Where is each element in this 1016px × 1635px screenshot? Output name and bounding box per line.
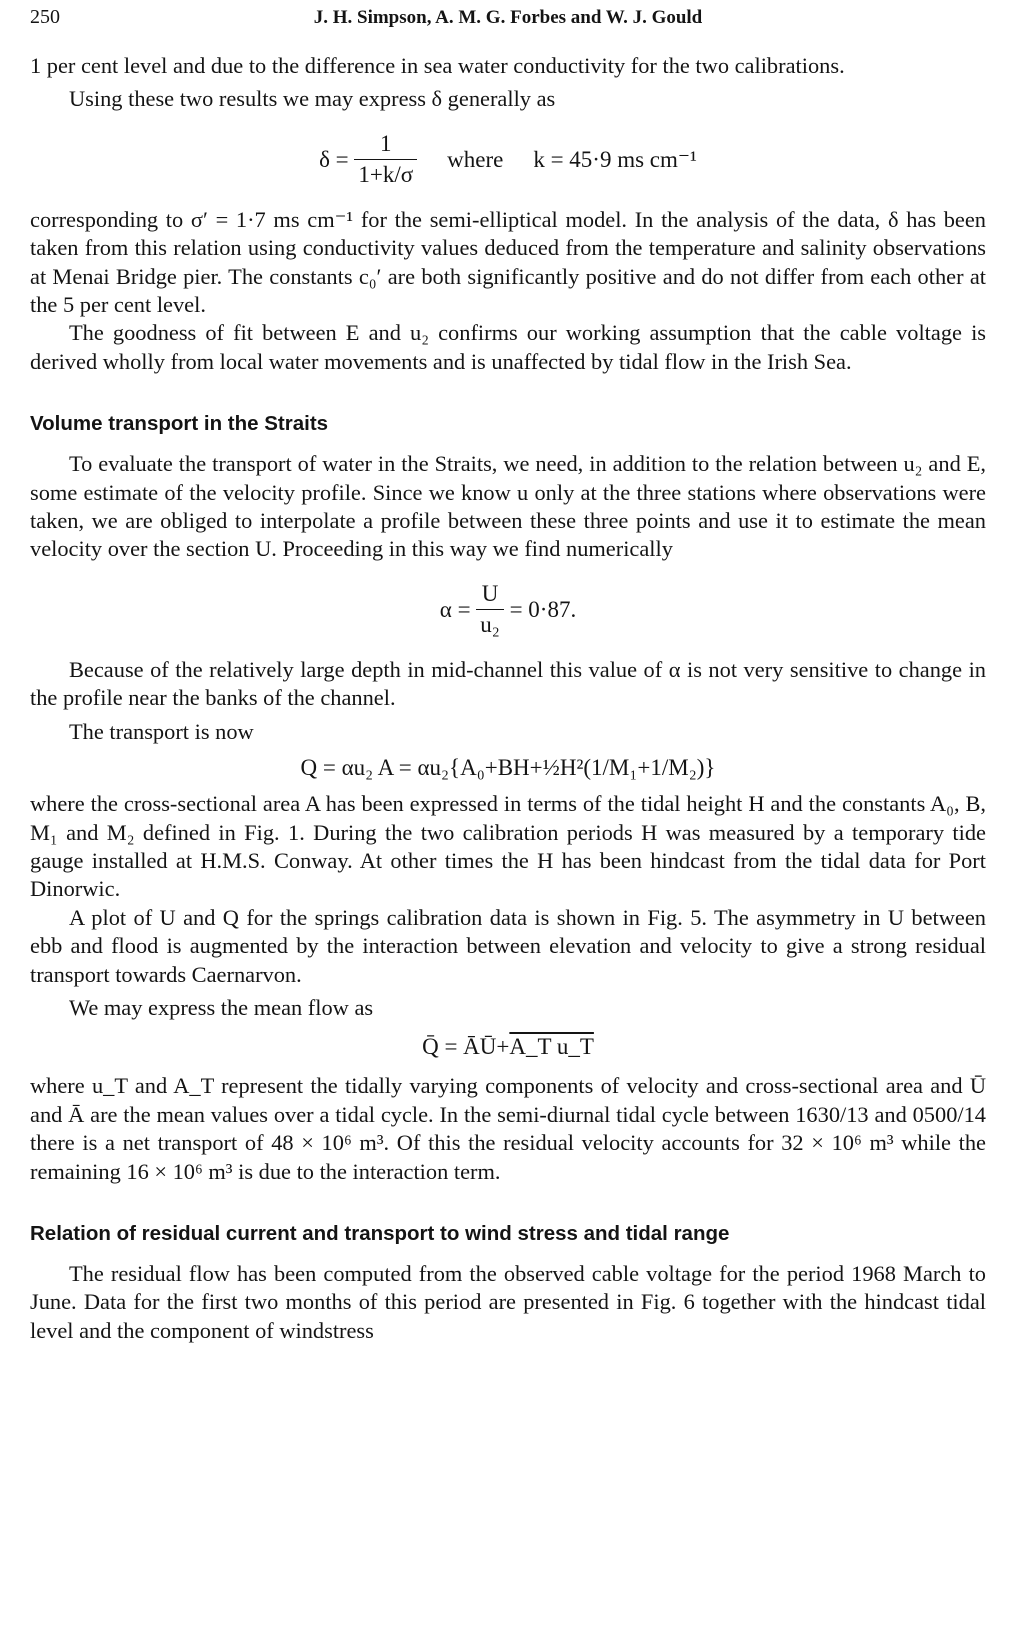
equation-lhs: Q̄ = ĀŪ+	[422, 1034, 510, 1060]
fraction-numerator: 1	[354, 131, 417, 160]
paragraph: We may express the mean flow as	[69, 994, 374, 1020]
page-number: 250	[30, 6, 60, 28]
equation-alpha	[30, 564, 986, 656]
fraction	[354, 131, 417, 188]
equation-transport: Q = αu₂ A = αu₂{A₀+BH+½H²(1/M₁+1/M₂)}	[300, 755, 716, 781]
fraction-denominator: u₂	[480, 612, 500, 638]
equation-delta	[30, 114, 986, 206]
paragraph: 1 per cent level and due to the difference in sea water conductivity for the two calibrations.	[30, 53, 845, 78]
paragraph: The residual flow has been computed from the observed cable voltage for the period 1968 March to June. Data for the first two months of this period are presented in Fig. 6 together with the hindcast tidal level and the component of windstress	[30, 1260, 986, 1343]
paragraph: To evaluate the transport of water in the Straits, we need, in addition to the relation between u₂ and E, some estimate of the velocity profile. Since we know u only at the three stations where observations were taken, we are obliged to interpolate a profile between these three points and use it to estimate the mean velocity over the section U. Proceeding in this way we find numerically	[30, 451, 986, 562]
equation-lhs: δ =	[319, 146, 349, 172]
equation-mean-flow	[30, 1022, 986, 1072]
fraction	[476, 581, 504, 638]
equation-k-value: k = 45·9 ms cm⁻¹	[533, 146, 697, 172]
paragraph: where u_T and A_T represent the tidally varying components of velocity and cross-sectional area and Ū and Ā are the mean values over a tidal cycle. In the semi-diurnal tidal cycle between 1630/13 and 0500/14 there is a net transport of 48 × 10⁶ m³. Of this the residual velocity accounts for 32 × 10⁶ m³ while the remaining 16 × 10⁶ m³ is due to the interaction term.	[30, 1073, 986, 1184]
equation-rhs: = 0·87.	[509, 596, 577, 622]
fraction-denominator: 1+k/σ	[358, 162, 414, 188]
fraction-numerator: U	[476, 581, 504, 610]
paragraph: A plot of U and Q for the springs calibration data is shown in Fig. 5. The asymmetry in U between ebb and flood is augmented by the interaction between elevation and velocity to give a strong residual transport towards Caernarvon.	[30, 904, 986, 987]
section-heading: Relation of residual current and transport to wind stress and tidal range	[30, 1221, 730, 1245]
section-heading: Volume transport in the Straits	[30, 412, 329, 436]
paragraph: The goodness of fit between E and u₂ confirms our working assumption that the cable voltage is derived wholly from local water movements and is unaffected by tidal flow in the Irish Sea.	[30, 320, 986, 374]
article-body	[30, 52, 986, 1345]
paragraph: Because of the relatively large depth in mid-channel this value of α is not very sensitive to change in the profile near the banks of the channel.	[30, 656, 986, 711]
paragraph: corresponding to σ′ = 1·7 ms cm⁻¹ for the semi-elliptical model. In the analysis of the data, δ has been taken from this relation using conductivity values deduced from the temperature and salinity observations at Menai Bridge pier. The constants c₀′ are both significantly positive and do not differ from each other at the 5 per cent level.	[30, 206, 986, 318]
equation-where: where	[447, 146, 504, 172]
paragraph: The transport is now	[69, 718, 254, 744]
running-head-authors: J. H. Simpson, A. M. G. Forbes and W. J. Gould	[313, 7, 703, 28]
paragraph: Using these two results we may express δ generally as	[69, 86, 556, 112]
equation-lhs: α =	[439, 596, 471, 622]
paragraph: where the cross-sectional area A has been expressed in terms of the tidal height H and the constants A₀, B, M₁ and M₂ defined in Fig. 1. During the two calibration periods H was measured by a temporary tide gauge installed at H.M.S. Conway. At other times the H has been hindcast from the tidal data for Port Dinorwic.	[30, 791, 986, 902]
running-head	[30, 6, 986, 34]
equation-overlined-term: A_T u_T	[509, 1034, 594, 1060]
